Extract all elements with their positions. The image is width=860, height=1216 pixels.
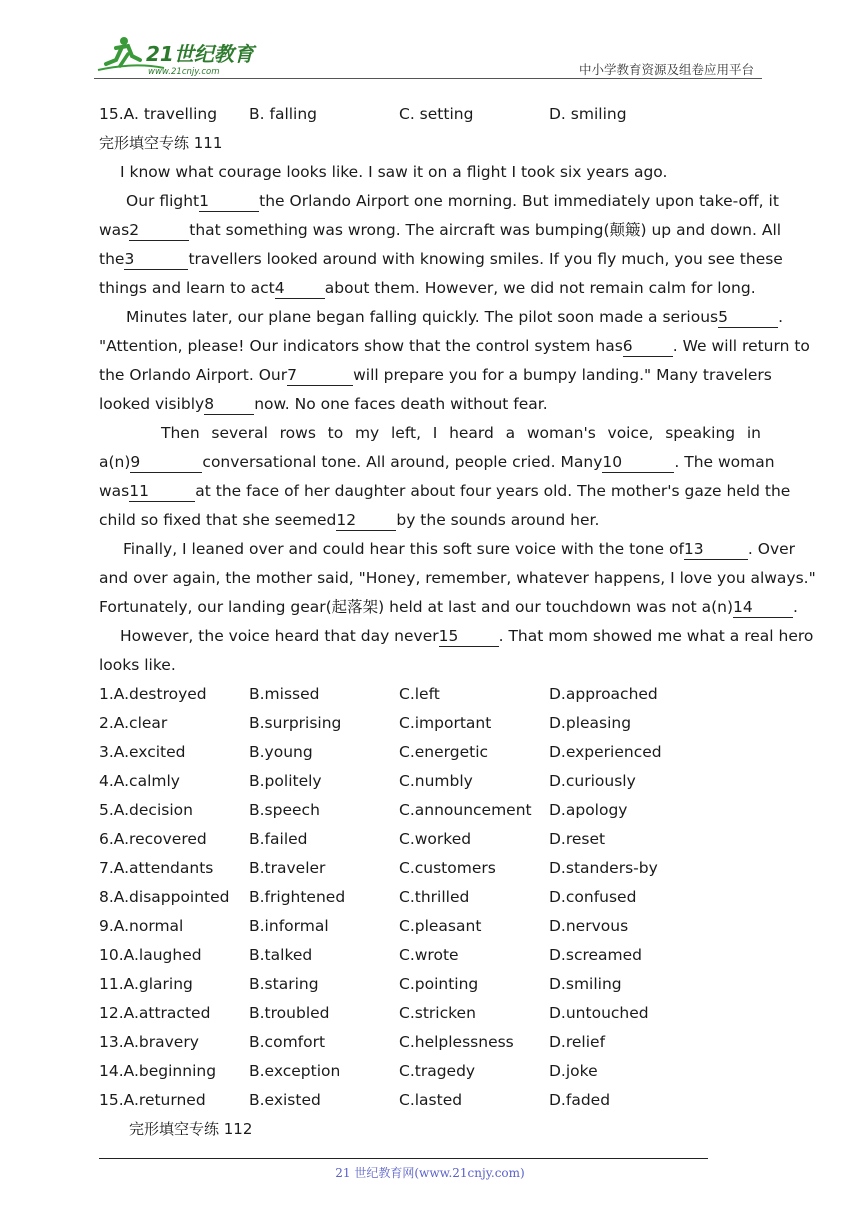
blank-8: 8 [204,394,254,415]
blank-2: 2 [129,220,189,241]
passage-paragraph-6: However, the voice heard that day never15 . That mom showed me what a real hero looks like. [99,627,814,674]
logo [94,34,264,78]
option-row-12: 12.A.attracted B.troubled C.stricken D.untouched [99,1004,649,1022]
passage-paragraph-1: I know what courage looks like. I saw it on a flight I took six years ago. [120,163,668,181]
blank-10: 10 [602,452,674,473]
passage-paragraph-3: Minutes later, our plane began falling quickly. The pilot soon made a serious5 . "Attention, please! Our indicators show that the control system has6 . We will return to the Orlando Airport. Our7 will prepare you for a bumpy landing." Many travelers looked visibly8 now. No one faces death without fear. [99,308,810,413]
passage-paragraph-5: Finally, I leaned over and could hear this soft sure voice with the tone of13 . Over and over again, the mother said, "Honey, remember, whatever happens, I love you always." Fortunately, our landing gear(起落架) held at last and our touchdown was not a(n)14 . [99,540,816,616]
option-row-15: 15.A.returned B.existed C.lasted D.faded [99,1091,611,1109]
blank-12: 12 [336,510,396,531]
option-row-7: 7.A.attendants B.traveler C.customers D.standers-by [99,859,658,877]
option-row-9: 9.A.normal B.informal C.pleasant D.nervous [99,917,629,935]
blank-7: 7 [287,365,353,386]
blank-5: 5 [718,307,778,328]
option-row-14: 14.A.beginning B.exception C.tragedy D.joke [99,1062,598,1080]
svg-text:www.21cnjy.com: www.21cnjy.com [148,67,220,77]
svg-text:21世纪教育: 21世纪教育 [146,42,254,66]
passage-paragraph-4: Then several rows to my left, I heard a woman's voice, speaking in a(n)9 conversational tone. All around, people cried. Many10 . The woman was11 at the face of her daughter about four years old. The mother's gaze held the child so fixed that she seemed12 by the sounds around her. [99,424,791,529]
blank-3: 3 [124,249,188,270]
option-row-8: 8.A.disappointed B.frightened C.thrilled D.confused [99,888,637,906]
option-row-5: 5.A.decision B.speech C.announcement D.apology [99,801,628,819]
platform-tagline: 中小学教育资源及组卷应用平台 [578,62,754,77]
header-divider [94,78,762,79]
footer-divider [99,1158,708,1159]
page-header [94,30,762,80]
next-section-title: 完形填空专练 112 [129,1120,253,1138]
blank-9: 9 [130,452,202,473]
options-list [99,680,761,1115]
blank-13: 13 [684,539,748,560]
previous-option-row: 15.A. travelling B. falling C. setting D. smiling [99,105,627,123]
option-row-13: 13.A.bravery B.comfort C.helplessness D.relief [99,1033,606,1051]
footer-source: 21 世纪教育网(www.21cnjy.com) [335,1166,525,1180]
document-body [99,100,816,1144]
blank-4: 4 [275,278,325,299]
option-row-10: 10.A.laughed B.talked C.wrote D.screamed [99,946,642,964]
blank-11: 11 [129,481,195,502]
blank-14: 14 [733,597,793,618]
option-row-6: 6.A.recovered B.failed C.worked D.reset [99,830,606,848]
option-row-11: 11.A.glaring B.staring C.pointing D.smiling [99,975,622,993]
option-row-1: 1.A.destroyed B.missed C.left D.approached [99,685,658,703]
section-title: 完形填空专练 111 [99,134,223,152]
option-row-4: 4.A.calmly B.politely C.numbly D.curiously [99,772,636,790]
blank-6: 6 [623,336,673,357]
blank-1: 1 [199,191,259,212]
blank-15: 15 [439,626,499,647]
option-row-2: 2.A.clear B.surprising C.important D.pleasing [99,714,632,732]
passage-paragraph-2: Our flight1 the Orlando Airport one morning. But immediately upon take-off, it was2 that something was wrong. The aircraft was bumping(颠簸) up and down. All the3 travellers looked around with knowing smiles. If you fly much, you see these things and learn to act4 about them. However, we did not remain calm for long. [99,192,783,297]
option-row-3: 3.A.excited B.young C.energetic D.experienced [99,743,662,761]
